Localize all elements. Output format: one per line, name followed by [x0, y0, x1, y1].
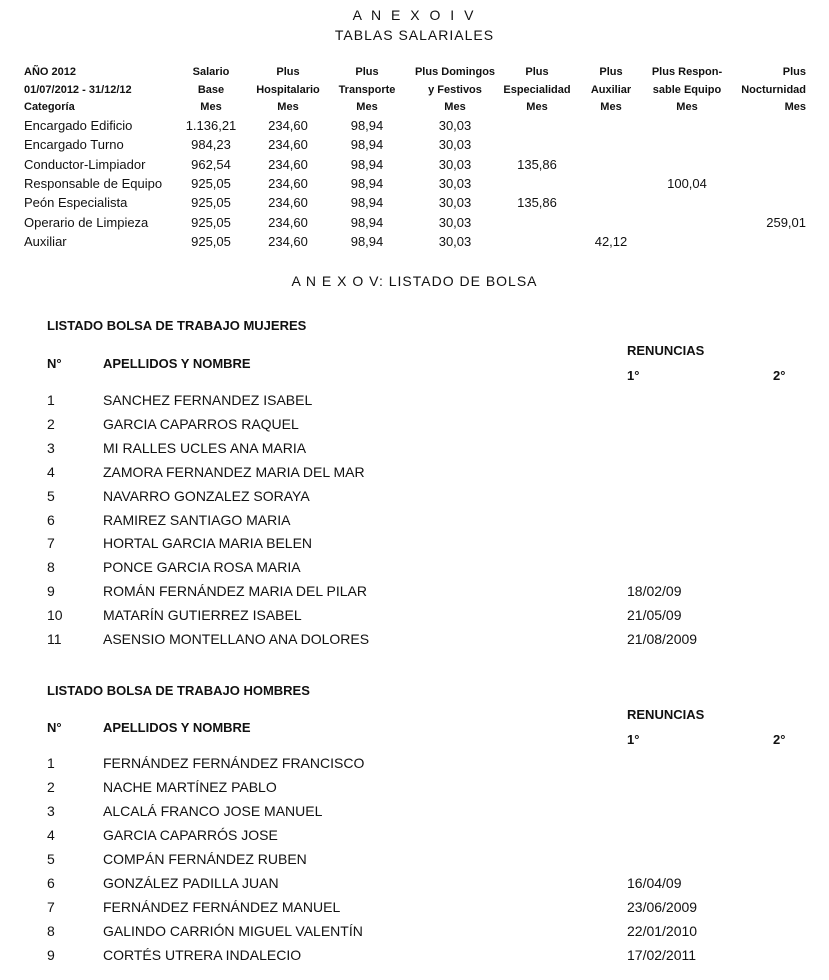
item-number: 1 [47, 755, 55, 771]
cell-plus-transporte: 98,94 [350, 195, 384, 211]
item-name: FERNÁNDEZ FERNÁNDEZ MANUEL [103, 899, 341, 915]
period-label: 01/07/2012 - 31/12/12 [24, 83, 132, 96]
item-name: MATARÍN GUTIERREZ ISABEL [103, 607, 302, 624]
cell-salario-base: 925,05 [191, 214, 231, 230]
cell-plus-especialidad: 135,86 [517, 156, 557, 172]
item-number: 2 [47, 415, 55, 432]
item-name: HORTAL GARCIA MARIA BELEN [103, 535, 313, 552]
row-category: Encargado Edificio [24, 118, 133, 133]
item-number: 3 [47, 803, 55, 819]
row-category: Operario de Limpieza [24, 214, 149, 230]
item-renuncia-1: 18/02/09 [627, 583, 682, 600]
cell-salario-base: 962,54 [191, 156, 231, 172]
item-name: GARCIA CAPARRÓS JOSE [103, 827, 278, 843]
mujeres-section-title: LISTADO BOLSA DE TRABAJO MUJERES [47, 318, 307, 333]
category-label: Categoría [24, 101, 75, 113]
col-header-plus-domingos: Plus Domingos y Festivos Mes [414, 66, 496, 113]
hombres-col-second: 2° [773, 732, 786, 747]
item-number: 4 [47, 827, 55, 843]
item-name: PONCE GARCIA ROSA MARIA [103, 559, 301, 576]
hombres-col-first: 1° [627, 732, 640, 747]
anexo-v-title: A N E X O V: LISTADO DE BOLSA [291, 273, 538, 289]
item-renuncia-1: 23/06/2009 [627, 899, 698, 915]
mujeres-col-renuncias: RENUNCIAS [627, 343, 705, 358]
cell-plus-hospitalario: 234,60 [268, 214, 308, 230]
item-name: SANCHEZ FERNANDEZ ISABEL [103, 392, 313, 408]
item-name: ALCALÁ FRANCO JOSE MANUEL [103, 803, 323, 819]
cell-plus-hospitalario: 234,60 [268, 233, 308, 249]
item-number: 10 [47, 607, 63, 624]
cell-plus-auxiliar: 42,12 [594, 233, 628, 249]
hombres-col-name: APELLIDOS Y NOMBRE [103, 720, 251, 735]
hombres-section-title: LISTADO BOLSA DE TRABAJO HOMBRES [47, 683, 310, 698]
item-name: NACHE MARTÍNEZ PABLO [103, 779, 277, 795]
cell-plus-hospitalario: 234,60 [268, 137, 308, 153]
hombres-col-renuncias: RENUNCIAS [627, 707, 705, 722]
item-number: 3 [47, 439, 55, 456]
cell-salario-base: 925,05 [191, 195, 231, 211]
cell-plus-hospitalario: 234,60 [268, 118, 308, 133]
item-number: 11 [47, 631, 62, 647]
col-header-plus-transporte: Plus Transporte Mes [338, 66, 396, 113]
item-number: 5 [47, 487, 55, 504]
cell-plus-domingos: 30,03 [438, 175, 472, 191]
item-name: GONZÁLEZ PADILLA JUAN [103, 875, 279, 891]
salary-header-left [24, 64, 132, 117]
cell-plus-transporte: 98,94 [350, 214, 384, 230]
item-name: ASENSIO MONTELLANO ANA DOLORES [103, 631, 370, 647]
cell-plus-hospitalario: 234,60 [268, 195, 308, 211]
cell-salario-base: 984,23 [191, 137, 231, 153]
item-name: ZAMORA FERNANDEZ MARIA DEL MAR [103, 463, 365, 480]
col-header-salario-base: Salario Base Mes [192, 66, 230, 113]
cell-plus-domingos: 30,03 [438, 156, 472, 172]
col-header-plus-responsable: Plus Respon- sable Equipo Mes [651, 66, 723, 113]
item-name: MI RALLES UCLES ANA MARIA [103, 439, 307, 456]
cell-salario-base: 1.136,21 [185, 118, 237, 133]
item-name: FERNÁNDEZ FERNÁNDEZ FRANCISCO [103, 755, 365, 771]
item-number: 9 [47, 583, 55, 600]
cell-plus-hospitalario: 234,60 [268, 175, 308, 191]
item-name: RAMIREZ SANTIAGO MARIA [103, 511, 291, 528]
cell-plus-transporte: 98,94 [350, 156, 384, 172]
cell-plus-transporte: 98,94 [350, 137, 384, 153]
item-name: NAVARRO GONZALEZ SORAYA [103, 487, 310, 504]
cell-plus-transporte: 98,94 [350, 118, 384, 133]
cell-plus-domingos: 30,03 [438, 137, 472, 153]
item-number: 2 [47, 779, 55, 795]
item-number: 6 [47, 875, 55, 891]
cell-plus-nocturnidad: 259,01 [766, 214, 806, 230]
item-number: 1 [47, 392, 55, 408]
row-category: Auxiliar [24, 233, 67, 249]
item-renuncia-1: 16/04/09 [627, 875, 682, 891]
row-category: Peón Especialista [24, 195, 128, 211]
cell-plus-transporte: 98,94 [350, 233, 384, 249]
col-header-plus-hospitalario: Plus Hospitalario Mes [256, 66, 320, 113]
mujeres-col-name: APELLIDOS Y NOMBRE [103, 356, 251, 371]
hombres-col-num: N° [47, 720, 62, 735]
cell-plus-domingos: 30,03 [438, 118, 472, 133]
col-header-plus-auxiliar: Plus Auxiliar Mes [590, 66, 632, 113]
anexo-iv-title: A N E X O I V [352, 7, 477, 23]
col-header-plus-especialidad: Plus Especialidad Mes [503, 66, 571, 113]
item-name: ROMÁN FERNÁNDEZ MARIA DEL PILAR [103, 583, 367, 600]
cell-salario-base: 925,05 [191, 175, 231, 191]
col-header-plus-nocturnidad: Plus Nocturnidad Mes [741, 66, 806, 113]
cell-plus-transporte: 98,94 [350, 175, 384, 191]
item-renuncia-1: 21/08/2009 [627, 631, 698, 647]
item-number: 8 [47, 559, 55, 576]
anexo-iv-subtitle: TABLAS SALARIALES [334, 27, 495, 43]
item-number: 6 [47, 511, 55, 528]
item-name: CORTÉS UTRERA INDALECIO [103, 947, 302, 963]
item-number: 7 [47, 535, 55, 552]
cell-plus-especialidad: 135,86 [517, 195, 557, 211]
item-number: 5 [47, 851, 55, 867]
mujeres-col-num: N° [47, 356, 62, 371]
mujeres-col-second: 2° [773, 368, 786, 383]
cell-plus-hospitalario: 234,60 [268, 156, 308, 172]
cell-salario-base: 925,05 [191, 233, 231, 249]
cell-plus-responsable: 100,04 [667, 175, 707, 191]
cell-plus-domingos: 30,03 [438, 233, 472, 249]
item-name: COMPÁN FERNÁNDEZ RUBEN [103, 851, 307, 867]
row-category: Encargado Turno [24, 137, 124, 153]
year-label: AÑO 2012 [24, 66, 76, 78]
item-name: GARCIA CAPARROS RAQUEL [103, 415, 299, 432]
cell-plus-domingos: 30,03 [438, 214, 472, 230]
item-renuncia-1: 17/02/2011 [627, 947, 697, 963]
cell-plus-domingos: 30,03 [438, 195, 472, 211]
item-renuncia-1: 21/05/09 [627, 607, 682, 624]
item-renuncia-1: 22/01/2010 [627, 923, 698, 939]
mujeres-col-first: 1° [627, 368, 640, 383]
item-number: 7 [47, 899, 55, 915]
item-number: 9 [47, 947, 55, 963]
item-number: 4 [47, 463, 55, 480]
row-category: Conductor-Limpiador [24, 156, 146, 172]
row-category: Responsable de Equipo [24, 175, 163, 191]
item-number: 8 [47, 923, 55, 939]
item-name: GALINDO CARRIÓN MIGUEL VALENTÍN [103, 923, 363, 939]
